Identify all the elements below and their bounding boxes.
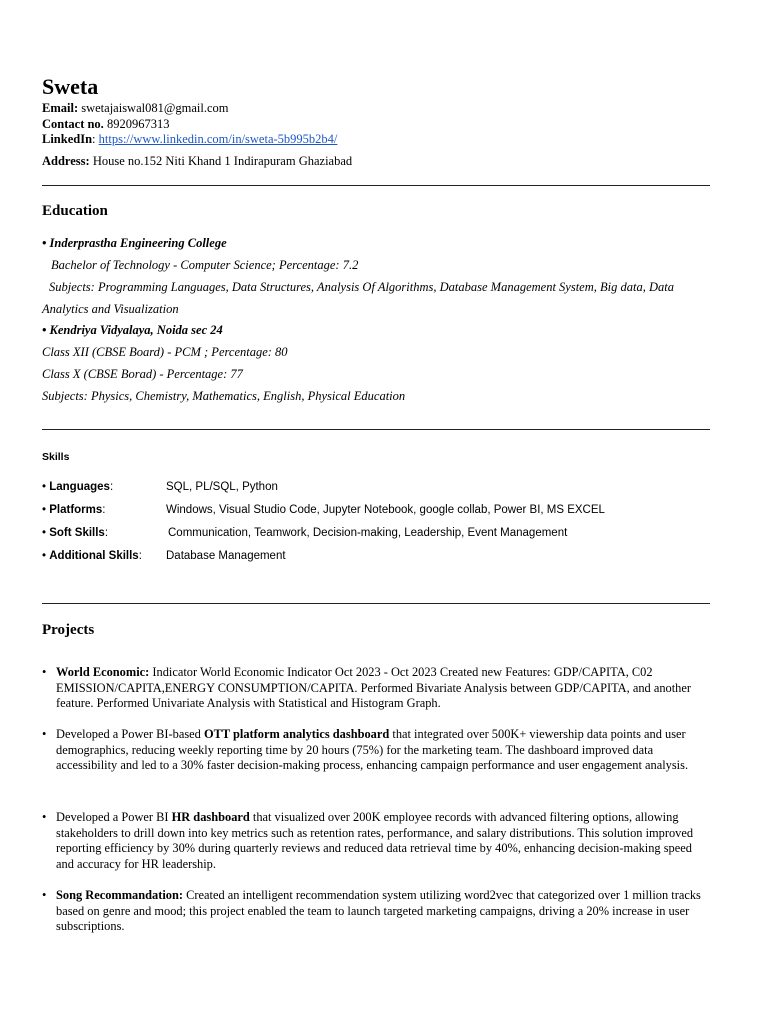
project-pre: Developed a Power BI xyxy=(56,810,172,824)
linkedin-line xyxy=(42,132,337,147)
project-title: Song Recommandation: xyxy=(56,888,184,902)
project-text xyxy=(56,727,708,774)
school-name: • Kendriya Vidyalaya, Noida sec 24 xyxy=(42,323,223,337)
linkedin-label: LinkedIn xyxy=(42,132,93,146)
skill-bullet: • xyxy=(42,504,50,516)
project-title: World Economic: xyxy=(56,665,150,679)
education-heading: Education xyxy=(42,203,108,219)
skill-row-soft-skills xyxy=(42,527,108,539)
phone-line xyxy=(42,117,169,132)
project-title: HR dashboard xyxy=(171,810,250,824)
address-label: Address: xyxy=(42,154,90,168)
phone-label: Contact no. xyxy=(42,117,104,131)
project-description: Created an intelligent recommendation system utilizing word2vec that categorized over 1 million tracks based on genre and mood; this project enabled the team to launch targeted marketing campaigns, driving a 20% increase in user subscriptions. xyxy=(56,888,701,933)
skill-value: SQL, PL/SQL, Python xyxy=(166,481,278,493)
project-pre: Developed a Power BI-based xyxy=(56,727,204,741)
college-name: • Inderprastha Engineering College xyxy=(42,236,227,250)
skill-bullet: • xyxy=(42,527,50,539)
skill-label: Languages xyxy=(49,481,110,493)
bullet: • xyxy=(42,888,47,902)
project-description: that visualized over 200K employee records with advanced filtering options, allowing stakeholders to drill down into key metrics such as retention rates, performance, and salary distributions. This solution improved reporting efficiency by 30% during quarterly reviews and reduced data retrieval time by 40%, enhancing decision-making speed and accuracy for HR leadership. xyxy=(56,810,694,871)
project-text xyxy=(56,665,708,712)
bullet: • xyxy=(42,727,47,741)
project-description: Indicator World Economic Indicator Oct 2023 - Oct 2023 Created new Features: GDP/CAPITA, C02 EMISSION/CAPITA,ENERGY CONSUMPTION/CAPITA. Performed Bivariate Analysis between GDP/CAPITA, and another feature. Performed Univariate Analysis with Statistical and Histogram Graph. xyxy=(56,665,691,710)
class10-line: Class X (CBSE Borad) - Percentage: 77 xyxy=(42,367,243,381)
divider xyxy=(42,429,710,430)
skill-colon: : xyxy=(102,504,106,516)
skill-colon: : xyxy=(138,550,142,562)
skill-bullet: • xyxy=(42,481,50,493)
candidate-name: Sweta xyxy=(42,74,99,99)
school-subjects-line: Subjects: Physics, Chemistry, Mathematics, English, Physical Education xyxy=(42,389,406,403)
bullet: • xyxy=(42,810,47,824)
project-text xyxy=(56,888,708,935)
skill-colon: : xyxy=(104,527,109,539)
address-value: House no.152 Niti Khand 1 Indirapuram Ghaziabad xyxy=(92,154,353,168)
project-description: that integrated over 500K+ viewership data points and user demographics, reducing weekly reporting time by 20 hours (75%) for the marketing team. The dashboard improved data accessibility and led to a 30% faster decision-making process, enhancing campaign performance and user engagement analysis. xyxy=(56,727,689,772)
college-subjects-line2: Analytics and Visualization xyxy=(42,302,179,316)
divider xyxy=(42,185,710,186)
skill-colon: : xyxy=(109,481,114,493)
skills-heading: Skills xyxy=(42,451,70,463)
skill-value: Communication, Teamwork, Decision-making, Leadership, Event Management xyxy=(168,527,568,539)
skill-label: Soft Skills xyxy=(49,527,105,539)
projects-heading: Projects xyxy=(42,622,95,638)
address-line xyxy=(42,154,352,169)
email-value: swetajaiswal081@gmail.com xyxy=(81,101,229,115)
skill-value: Database Management xyxy=(166,550,286,562)
skill-label: Platforms xyxy=(49,504,103,516)
class12-line: Class XII (CBSE Board) - PCM ; Percentage: 80 xyxy=(42,345,288,359)
college-subjects-line1: Subjects: Programming Languages, Data Structures, Analysis Of Algorithms, Database Management System, Big data, Data xyxy=(49,280,674,294)
skill-bullet: • xyxy=(42,550,50,562)
phone-value: 8920967313 xyxy=(106,117,170,131)
divider xyxy=(42,603,710,604)
linkedin-link[interactable]: https://www.linkedin.com/in/sweta-5b995b2b4/ xyxy=(98,132,338,146)
skill-row-additional-skills xyxy=(42,550,142,562)
email-line xyxy=(42,101,228,116)
skill-row-languages xyxy=(42,481,113,493)
skill-row-platforms xyxy=(42,504,105,516)
skill-label: Additional Skills xyxy=(49,550,139,562)
skill-value: Windows, Visual Studio Code, Jupyter Notebook, google collab, Power BI, MS EXCEL xyxy=(166,504,605,516)
degree-line: Bachelor of Technology - Computer Science; Percentage: 7.2 xyxy=(51,258,359,272)
bullet: • xyxy=(42,665,47,679)
email-label: Email: xyxy=(42,101,79,115)
project-title: OTT platform analytics dashboard xyxy=(203,727,390,741)
project-text xyxy=(56,810,708,872)
linkedin-colon: : xyxy=(92,132,96,146)
